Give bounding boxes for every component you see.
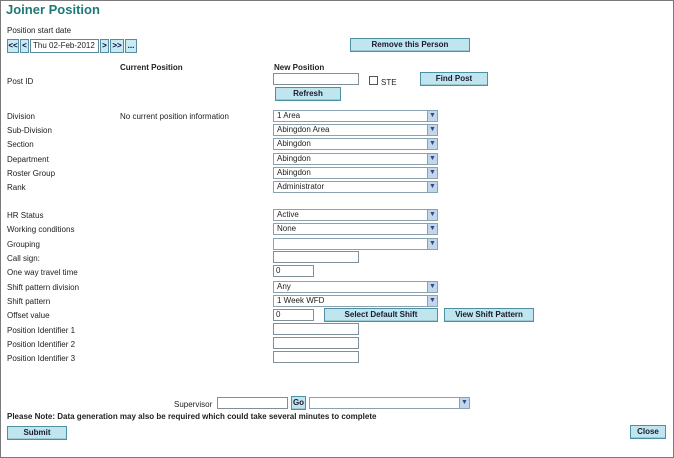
subdivision-select[interactable]: [273, 124, 438, 136]
section-value: Abingdon: [277, 139, 311, 148]
post-id-label: Post ID: [7, 77, 34, 86]
rank-label: Rank: [7, 183, 26, 192]
section-select[interactable]: [273, 138, 438, 150]
prev-date-button[interactable]: <: [20, 39, 29, 53]
start-date-label: Position start date: [7, 26, 72, 35]
division-label: Division: [7, 112, 36, 121]
start-date-field[interactable]: Thu 02-Feb-2012: [30, 39, 99, 53]
supervisor-label: Supervisor: [174, 400, 213, 409]
hr-status-label: HR Status: [7, 211, 44, 220]
shift-pattern-label: Shift pattern: [7, 297, 51, 306]
submit-button[interactable]: Submit: [7, 426, 67, 440]
chevron-down-icon: ▼: [427, 139, 437, 149]
roster-group-value: Abingdon: [277, 168, 311, 177]
shift-pattern-select[interactable]: [273, 295, 438, 307]
last-date-button[interactable]: >>: [110, 39, 124, 53]
shift-division-select[interactable]: [273, 281, 438, 293]
call-sign-label: Call sign:: [7, 254, 40, 263]
supervisor-select[interactable]: [309, 397, 470, 409]
ste-label: STE: [381, 78, 397, 87]
grouping-label: Grouping: [7, 240, 40, 249]
department-value: Abingdon: [277, 154, 311, 163]
next-date-button[interactable]: >: [100, 39, 109, 53]
new-position-header: New Position: [274, 63, 325, 72]
chevron-down-icon: ▼: [427, 125, 437, 135]
department-label: Department: [7, 155, 49, 164]
view-shift-pattern-button[interactable]: View Shift Pattern: [444, 308, 534, 322]
chevron-down-icon: ▼: [459, 398, 469, 408]
first-date-button[interactable]: <<: [7, 39, 19, 53]
chevron-down-icon: ▼: [427, 111, 437, 121]
post-id-input[interactable]: [273, 73, 359, 85]
travel-time-label: One way travel time: [7, 268, 78, 277]
chevron-down-icon: ▼: [427, 182, 437, 192]
chevron-down-icon: ▼: [427, 296, 437, 306]
hr-status-value: Active: [277, 210, 299, 219]
travel-time-input[interactable]: 0: [273, 265, 314, 277]
position-identifier-2-label: Position Identifier 2: [7, 340, 76, 349]
division-select[interactable]: [273, 110, 438, 122]
position-identifier-2-input[interactable]: [273, 337, 359, 349]
refresh-button[interactable]: Refresh: [275, 87, 341, 101]
position-identifier-3-label: Position Identifier 3: [7, 354, 76, 363]
chevron-down-icon: ▼: [427, 282, 437, 292]
working-conditions-value: None: [277, 224, 297, 233]
remove-person-button[interactable]: Remove this Person: [350, 38, 470, 52]
grouping-select[interactable]: [273, 238, 438, 250]
rank-select[interactable]: [273, 181, 438, 193]
offset-input[interactable]: 0: [273, 309, 314, 321]
position-identifier-3-input[interactable]: [273, 351, 359, 363]
ste-checkbox[interactable]: [369, 76, 378, 85]
chevron-down-icon: ▼: [427, 154, 437, 164]
offset-label: Offset value: [7, 311, 50, 320]
data-generation-note: Please Note: Data generation may also be required which could take several minutes to complete: [7, 412, 377, 421]
call-sign-input[interactable]: [273, 251, 359, 263]
chevron-down-icon: ▼: [427, 168, 437, 178]
page-title: Joiner Position: [6, 2, 100, 17]
position-identifier-1-input[interactable]: [273, 323, 359, 335]
find-post-button[interactable]: Find Post: [420, 72, 488, 86]
subdivision-value: Abingdon Area: [277, 125, 330, 134]
working-conditions-label: Working conditions: [7, 225, 75, 234]
hr-status-select[interactable]: [273, 209, 438, 221]
current-position-header: Current Position: [120, 63, 183, 72]
chevron-down-icon: ▼: [427, 210, 437, 220]
select-default-shift-button[interactable]: Select Default Shift: [324, 308, 438, 322]
chevron-down-icon: ▼: [427, 224, 437, 234]
subdivision-label: Sub-Division: [7, 126, 52, 135]
supervisor-input[interactable]: [217, 397, 288, 409]
roster-group-label: Roster Group: [7, 169, 56, 178]
shift-division-label: Shift pattern division: [7, 283, 80, 292]
roster-group-select[interactable]: [273, 167, 438, 179]
division-value: 1 Area: [277, 111, 301, 120]
shift-pattern-value: 1 Week WFD: [277, 296, 325, 305]
date-picker-button[interactable]: ...: [125, 39, 137, 53]
department-select[interactable]: [273, 153, 438, 165]
section-label: Section: [7, 140, 34, 149]
chevron-down-icon: ▼: [427, 239, 437, 249]
position-identifier-1-label: Position Identifier 1: [7, 326, 76, 335]
shift-division-value: Any: [277, 282, 291, 291]
current-position-info: No current position information: [120, 112, 229, 121]
close-button[interactable]: Close: [630, 425, 666, 439]
supervisor-go-button[interactable]: Go: [291, 396, 306, 410]
rank-value: Administrator: [277, 182, 325, 191]
working-conditions-select[interactable]: [273, 223, 438, 235]
